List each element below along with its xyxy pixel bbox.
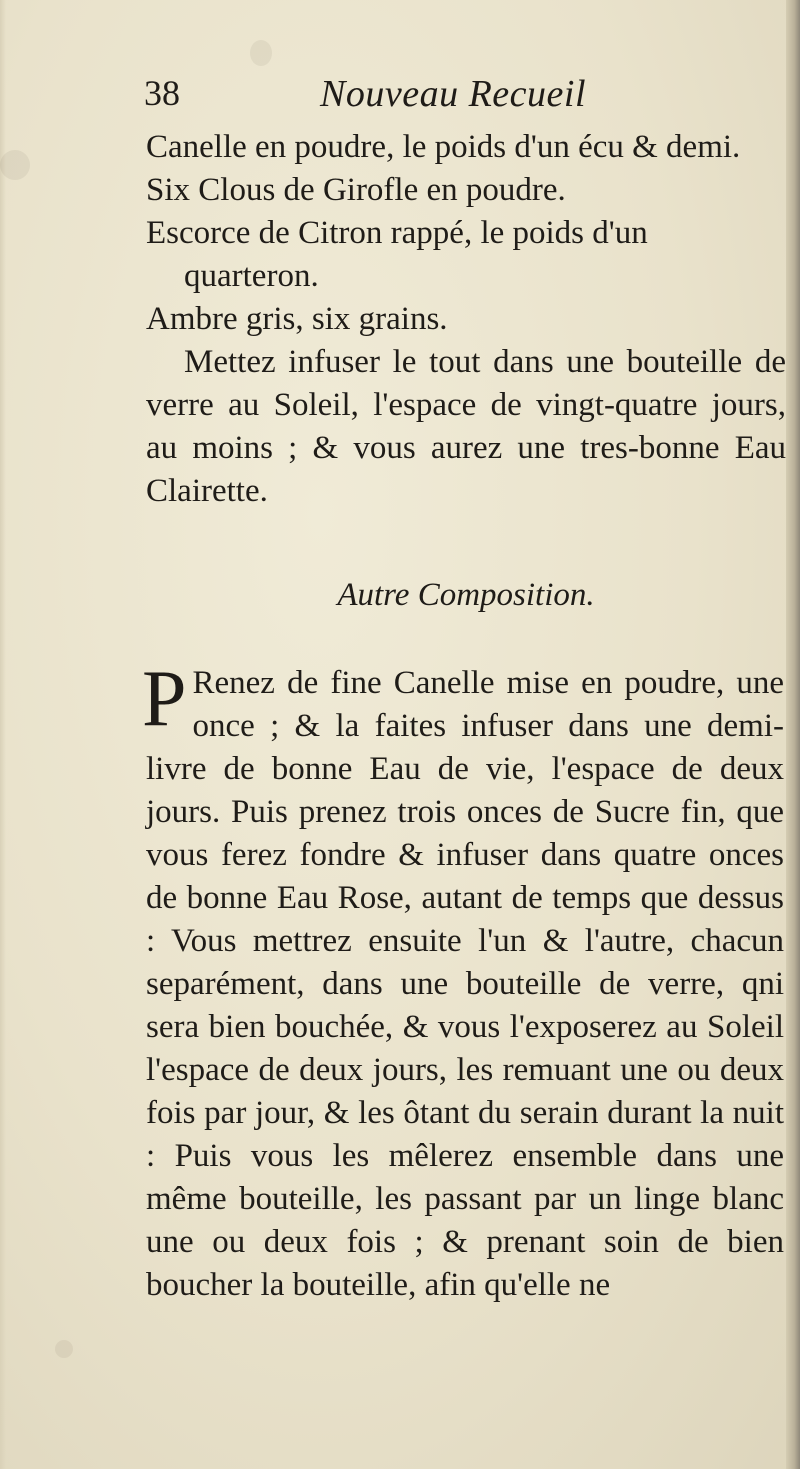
ingredient-line: Ambre gris, six grains. xyxy=(146,301,448,337)
page-left-edge xyxy=(0,0,6,1469)
paper-stain xyxy=(250,40,272,66)
paper-stain xyxy=(55,1340,73,1358)
running-title: Nouveau Recueil xyxy=(320,73,587,115)
instructions-paragraph: Mettez infuser le tout dans une bouteille de verre au Soleil, l'espace de vingt-quatre jours, au moins ; & vous aurez une tres-bonne Eau Clairette. xyxy=(146,344,786,509)
ingredient-line: Escorce de Citron rappé, le poids d'un quarteron. xyxy=(146,215,648,294)
page-header xyxy=(140,72,780,122)
recipe-paragraph xyxy=(142,655,784,1307)
ingredient-list xyxy=(146,126,786,513)
page-right-edge xyxy=(786,0,800,1469)
paper-stain xyxy=(0,150,30,180)
drop-cap: P xyxy=(142,655,187,743)
section-heading: Autre Composition. xyxy=(337,577,595,613)
ingredient-line: Six Clous de Girofle en poudre. xyxy=(146,172,566,208)
page-number: 38 xyxy=(144,73,180,113)
ingredient-line: Canelle en poudre, le poids d'un écu & demi. xyxy=(146,129,741,165)
recipe-text: Renez de fine Canelle mise en poudre, une once ; & la faites infuser dans une demi-livre de bonne Eau de vie, l'espace de deux jours. Puis prenez trois onces de Sucre fin, que vous ferez fondre & infuser dans quatre onces de bonne Eau Rose, autant de temps que dessus : Vous mettrez ensuite l'un & l'autre, chacun separément, dans une bouteille de verre, qni sera bien bouchée, & vous l'exposerez au Soleil l'espace de deux jours, les remuant une ou deux fois par jour, & les ôtant du serain durant la nuit : Puis vous les mêlerez ensemble dans une même bouteille, les passant par un linge blanc une ou deux fois ; & prenant soin de bien boucher la bouteille, afin qu'elle ne xyxy=(146,665,784,1303)
